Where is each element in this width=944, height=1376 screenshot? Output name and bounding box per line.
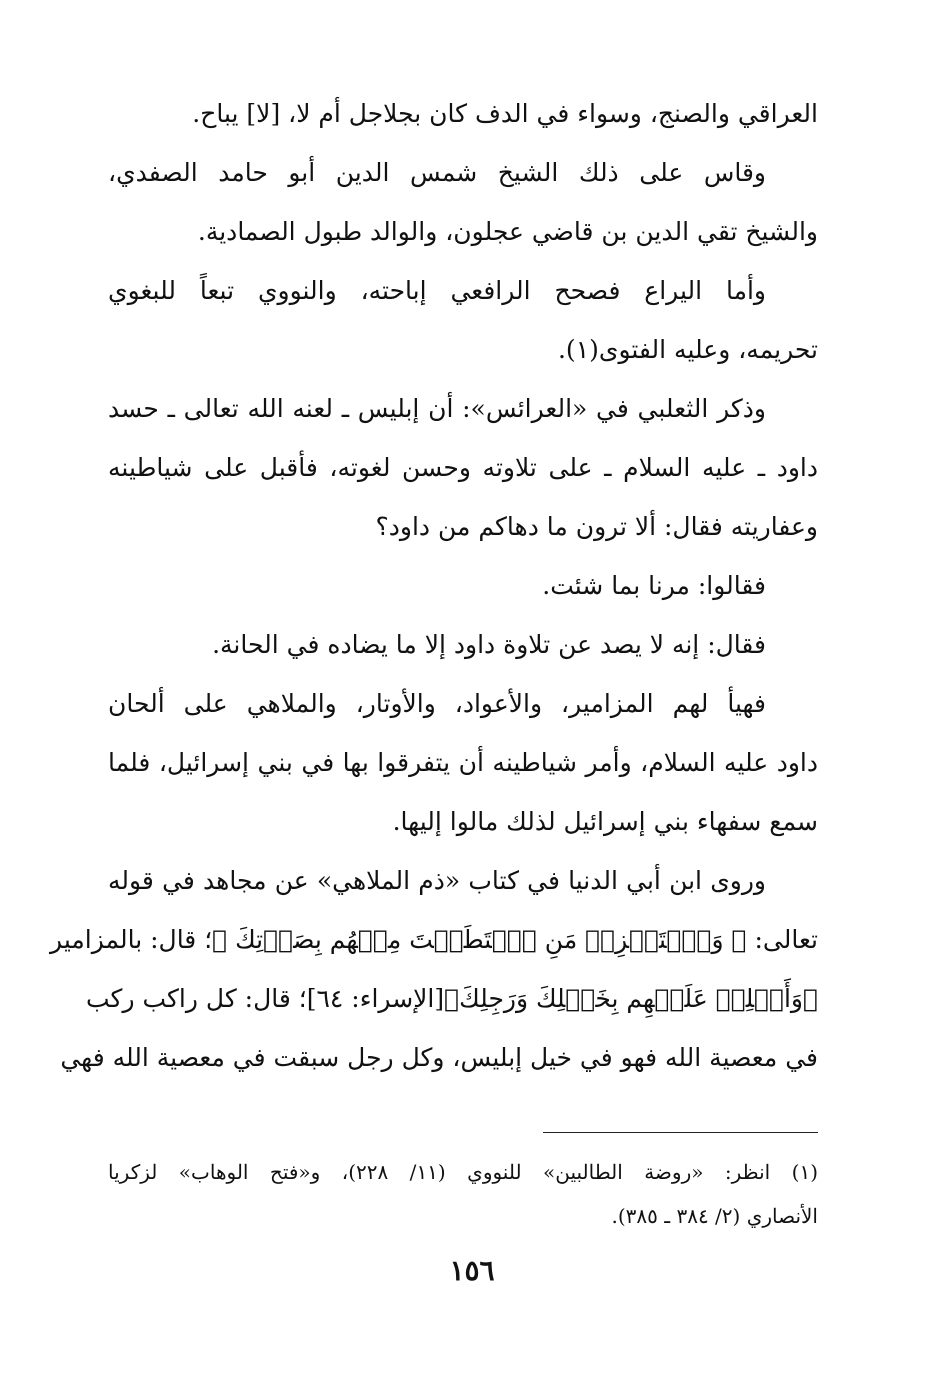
text-line: داود عليه السلام، وأمر شياطينه أن يتفرقوا بها في بني إسرائيل، فلما — [108, 748, 818, 777]
paragraph — [108, 379, 818, 556]
footnote-line: (١) انظر: «روضة الطالبين» للنووي (١١/ ٢٢٨)، و«فتح الوهاب» لزكريا — [108, 1160, 819, 1184]
text-line: فقال: إنه لا يصد عن تلاوة داود إلا ما يضاده في الحانة. — [212, 630, 766, 659]
page-body — [50, 84, 818, 1087]
text-line: والشيخ تقي الدين بن قاضي عجلون، والوالد طبول الصمادية. — [197, 217, 818, 246]
paragraph — [108, 556, 818, 615]
text-line: وقاس على ذلك الشيخ شمس الدين أبو حامد الصفدي، — [108, 158, 766, 187]
text-line: تعالى: ﴿ وَٱسۡتَفۡزِزۡ مَنِ ٱسۡتَطَعۡتَ مِنۡهُم بِصَوۡتِكَ ﴾؛ قال: بالمزامير — [50, 925, 818, 954]
paragraph — [108, 84, 818, 143]
text-line: تحريمه، وعليه الفتوى(١). — [557, 335, 818, 364]
footnote-separator — [543, 1132, 818, 1133]
footnotes — [108, 1150, 818, 1238]
text-line: داود ـ عليه السلام ـ على تلاوته وحسن لغوته، فأقبل على شياطينه — [108, 453, 818, 482]
paragraph — [108, 674, 818, 851]
text-line: في معصية الله فهو في خيل إبليس، وكل رجل سبقت في معصية الله فهي — [60, 1043, 818, 1072]
text-line: فهيأ لهم المزامير، والأعواد، والأوتار، والملاهي على ألحان — [108, 689, 766, 718]
paragraph — [50, 851, 818, 1087]
footnote-line: الأنصاري (٢/ ٣٨٤ ـ ٣٨٥). — [611, 1204, 818, 1228]
paragraph — [108, 615, 818, 674]
page-number: ١٥٦ — [449, 1254, 495, 1287]
text-line: وذكر الثعلبي في «العرائس»: أن إبليس ـ لعنه الله تعالى ـ حسد — [108, 394, 766, 423]
text-line: العراقي والصنج، وسواء في الدف كان بجلاجل أم لا، [لا] يباح. — [192, 99, 818, 128]
text-line: فقالوا: مرنا بما شئت. — [542, 571, 766, 600]
paragraph — [108, 261, 818, 379]
text-line: ﴿وَأَجۡلِبۡ عَلَيۡهِم بِخَيۡلِكَ وَرَجِلِكَ﴾[الإسراء: ٦٤]؛ قال: كل راكب ركب — [86, 984, 818, 1013]
text-line: سمع سفهاء بني إسرائيل لذلك مالوا إليها. — [392, 807, 818, 836]
paragraph — [108, 143, 818, 261]
main-text — [50, 84, 818, 1087]
text-line: وأما اليراع فصحح الرافعي إباحته، والنووي تبعاً للبغوي — [108, 276, 766, 305]
text-line: وعفاريته فقال: ألا ترون ما دهاكم من داود؟ — [375, 512, 818, 541]
text-line: وروى ابن أبي الدنيا في كتاب «ذم الملاهي» عن مجاهد في قوله — [108, 866, 766, 895]
